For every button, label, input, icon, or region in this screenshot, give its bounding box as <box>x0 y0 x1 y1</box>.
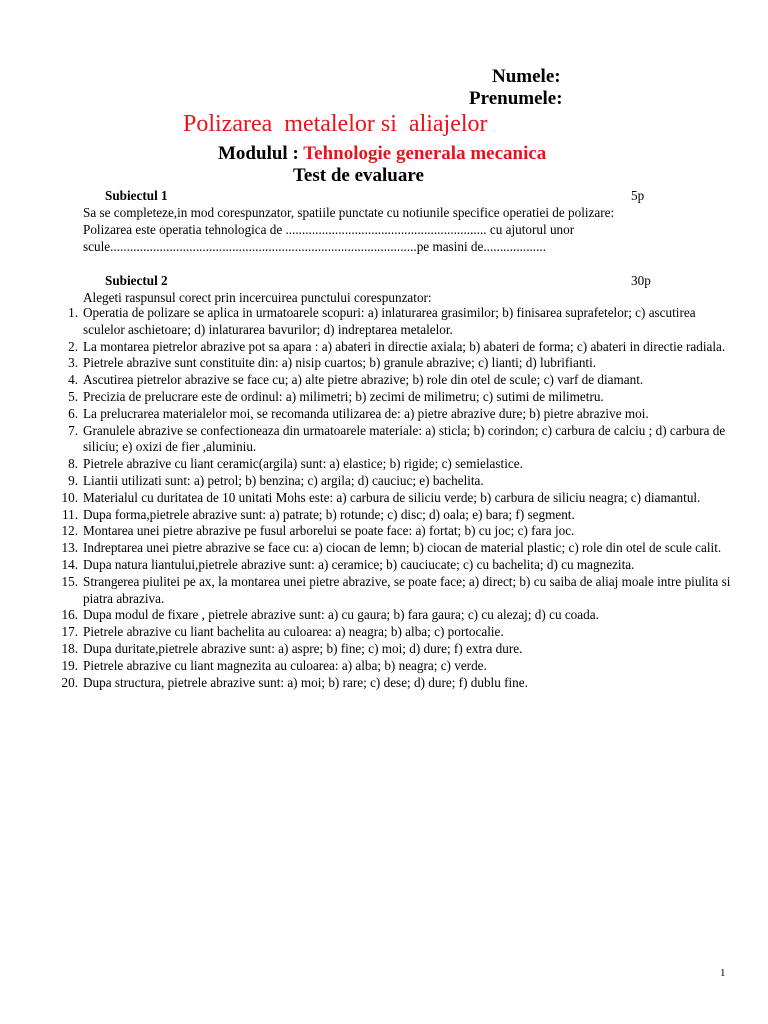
question-item-19 <box>40 658 740 675</box>
question-item-13 <box>40 540 740 557</box>
question-text: Dupa structura, pietrele abrazive sunt: a) moi; b) rare; c) dese; d) dure; f) dublu fine. <box>83 674 528 690</box>
question-item-10 <box>40 490 740 507</box>
question-text: Ascutirea pietrelor abrazive se face cu; a) alte pietre abrazive; b) role din otel de scule; c) varf de diamant. <box>83 372 644 388</box>
question-number: 20. <box>61 674 78 690</box>
question-item-4 <box>40 372 740 389</box>
question-item-9 <box>40 473 740 490</box>
question-item-6 <box>40 406 740 423</box>
question-text: Pietrele abrazive cu liant ceramic(argila) sunt: a) elastice; b) rigide; c) semielastice. <box>83 456 523 472</box>
question-number: 18. <box>61 640 78 656</box>
question-text: Dupa modul de fixare , pietrele abrazive sunt: a) cu gaura; b) fara gaura; c) cu alezaj; d) cu coada. <box>83 607 599 623</box>
question-text: La prelucrarea materialelor moi, se recomanda utilizarea de: a) pietre abrazive dure; b) pietre abrazive moi. <box>83 405 649 421</box>
question-number: 9. <box>68 472 78 488</box>
question-number: 7. <box>68 422 78 438</box>
question-list <box>40 305 740 691</box>
question-item-11 <box>40 507 740 524</box>
module-line <box>218 142 546 166</box>
question-number: 19. <box>61 657 78 673</box>
question-number: 15. <box>61 573 78 589</box>
question-item-8 <box>40 456 740 473</box>
subject2-heading: Subiectul 2 <box>105 273 168 288</box>
subject1-points: 5p <box>631 188 645 203</box>
module-label: Modulul : <box>218 143 299 164</box>
question-text: Dupa duritate,pietrele abrazive sunt: a) aspre; b) fine; c) moi; d) dure; f) extra dure. <box>83 640 523 656</box>
subject2-points: 30p <box>631 273 651 288</box>
question-number: 14. <box>61 556 78 572</box>
question-item-5 <box>40 389 740 406</box>
question-text: Materialul cu duritatea de 10 unitati Mohs este: a) carbura de siliciu verde; b) carbura de siliciu neagra; c) diamantul. <box>83 489 701 505</box>
question-number: 11. <box>62 506 78 522</box>
question-item-20 <box>40 675 740 692</box>
question-text: Precizia de prelucrare este de ordinul: a) milimetri; b) zecimi de milimetru; c) sutimi de milimetru. <box>83 388 604 404</box>
question-item-1 <box>40 305 740 339</box>
subject2-instruction: Alegeti raspunsul corect prin incercuirea punctului corespunzator: <box>83 290 432 305</box>
question-number: 12. <box>61 523 78 539</box>
question-number: 2. <box>68 338 78 354</box>
question-number: 17. <box>61 624 78 640</box>
question-number: 5. <box>68 388 78 404</box>
question-text: Pietrele abrazive sunt constituite din: a) nisip cuartos; b) granule abrazive; c) lianti; d) lubrifianti. <box>83 355 597 371</box>
subject1-heading: Subiectul 1 <box>105 188 168 203</box>
subject1-line-3: scule.............................................................................................pe masini de................... <box>83 239 546 254</box>
question-number: 4. <box>68 372 78 388</box>
question-text: Operatia de polizare se aplica in urmatoarele scopuri: a) inlaturarea grasimilor; b) finisarea suprafetelor; c) ascutirea sculelor aschietoare; d) inlaturarea bavurilor; d) indreptarea metalelor. <box>83 305 696 337</box>
name-label: Numele: <box>492 66 561 87</box>
module-name: Tehnologie generala mecanica <box>303 143 547 164</box>
question-number: 1. <box>68 305 78 320</box>
test-title: Test de evaluare <box>293 165 424 186</box>
question-number: 13. <box>61 540 78 556</box>
question-item-17 <box>40 624 740 641</box>
question-number: 8. <box>68 456 78 472</box>
question-text: Granulele abrazive se confectioneaza din urmatoarele materiale: a) sticla; b) corindon; c) carbura de calciu ; d) carbura de siliciu; e) oxizi de fier ,aluminiu. <box>83 422 726 455</box>
question-item-3 <box>40 355 740 372</box>
question-text: Dupa natura liantului,pietrele abrazive sunt: a) ceramice; b) cauciucate; c) cu bachelita; d) cu magnezita. <box>83 556 635 572</box>
page-number: 1 <box>720 967 726 979</box>
question-text: Pietrele abrazive cu liant bachelita au culoarea: a) neagra; b) alba; c) portocalie. <box>83 624 504 640</box>
subject1-line-1: Sa se completeze,in mod corespunzator, spatiile punctate cu notiunile specifice operatiei de polizare: <box>83 205 615 220</box>
question-text: Liantii utilizati sunt: a) petrol; b) benzina; c) argila; d) cauciuc; e) bachelita. <box>83 472 484 488</box>
document-title: Polizarea metalelor si aliajelor <box>183 111 488 137</box>
question-text: La montarea pietrelor abrazive pot sa apara : a) abateri in directie axiala; b) abateri de forma; c) abateri in directie radiala. <box>83 338 726 354</box>
question-text: Montarea unei pietre abrazive pe fusul arborelui se poate face: a) fortat; b) cu joc; c) fara joc. <box>83 523 575 539</box>
question-item-12 <box>40 523 740 540</box>
question-item-2 <box>40 339 740 356</box>
subject1-line-2: Polizarea este operatia tehnologica de ............................................................. cu ajutorul unor <box>83 222 575 237</box>
surname-label: Prenumele: <box>469 88 563 109</box>
question-number: 16. <box>61 607 78 623</box>
question-number: 3. <box>68 355 78 371</box>
question-text: Pietrele abrazive cu liant magnezita au culoarea: a) alba; b) neagra; c) verde. <box>83 657 487 673</box>
question-number: 6. <box>68 405 78 421</box>
question-item-18 <box>40 641 740 658</box>
question-item-14 <box>40 557 740 574</box>
question-text: Dupa forma,pietrele abrazive sunt: a) patrate; b) rotunde; c) disc; d) oala; e) bara; f) segment. <box>83 506 575 522</box>
question-item-15 <box>40 574 740 608</box>
question-text: Strangerea piulitei pe ax, la montarea unei pietre abrazive, se poate face; a) direct; b) cu saiba de aliaj moale intre piulita si piatra abraziva. <box>83 573 731 606</box>
question-item-7 <box>40 423 740 457</box>
question-item-16 <box>40 607 740 624</box>
question-number: 10. <box>61 489 78 505</box>
question-text: Indreptarea unei pietre abrazive se face cu: a) ciocan de lemn; b) ciocan de material plastic; c) role din otel de scule calit. <box>83 540 722 556</box>
